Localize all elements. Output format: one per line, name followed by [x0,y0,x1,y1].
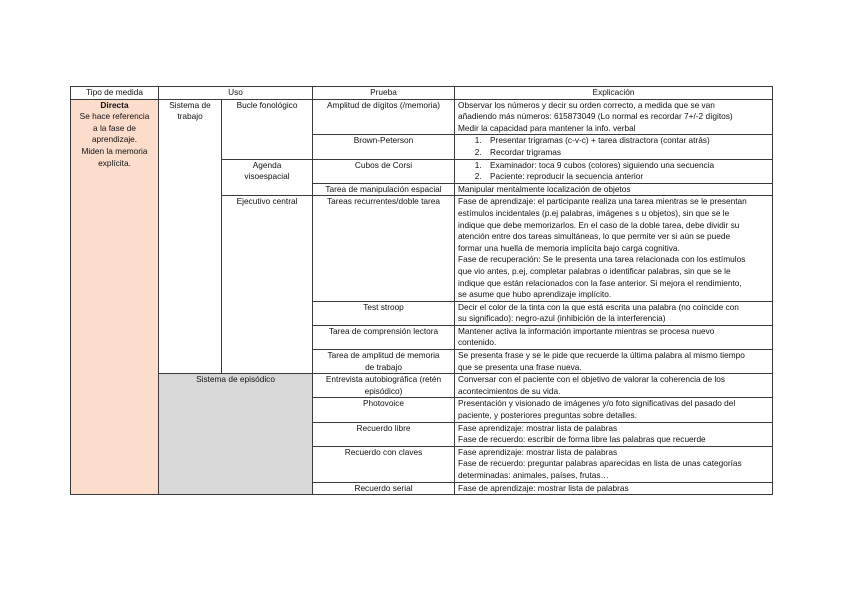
prueba-recuerdo-claves: Recuerdo con claves [313,446,455,482]
prueba-stroop: Test stroop [313,301,455,325]
uso-sistema-trabajo: Sistema de trabajo [159,99,222,374]
table-row [71,374,773,398]
prueba-amplitud-memoria: Tarea de amplitud de memoria de trabajo [313,350,455,374]
header-tipo: Tipo de medida [71,87,159,100]
explicacion-photovoice: Presentación y visionado de imágenes y/o foto significativas del pasado del paciente, y posteriores preguntas sobre detalles. [455,398,773,422]
header-prueba: Prueba [313,87,455,100]
list-item: 2. Recordar trigramas [484,147,769,159]
explicacion-corsi [455,159,773,183]
prueba-recuerdo-libre: Recuerdo libre [313,422,455,446]
explicacion-recuerdo-claves: Fase aprendizaje: mostrar lista de palabras Fase de recuerdo: preguntar palabras aparecidas en lista de unas categorías determinadas: animales, países, frutas… [455,446,773,482]
explicacion-stroop: Decir el color de la tinta con la que está escrita una palabra (no coincide con su significado): negro-azul (inhibición de la interferencia) [455,301,773,325]
uso-bucle-fonologico: Bucle fonológico [222,99,313,159]
header-uso: Uso [159,87,313,100]
prueba-manipulacion-espacial: Tarea de manipulación espacial [313,183,455,196]
list-item: 1. Presentar trigramas (c-v-c) + tarea distractora (contar atrás) [484,135,769,147]
explicacion-entrevista: Conversar con el paciente con el objetivo de valorar la coherencia de los acontecimientos de su vida. [455,374,773,398]
tipo-medida-cell: Directa Se hace referencia a la fase de aprendizaje. Miden la memoria explícita. [71,99,159,495]
explicacion-manipulacion-espacial: Manipular mentalmente localización de objetos [455,183,773,196]
prueba-comprension-lectora: Tarea de comprensión lectora [313,325,455,349]
explicacion-comprension-lectora: Mantener activa la información importante mientras se procesa nuevo contenido. [455,325,773,349]
explicacion-recuerdo-serial: Fase de aprendizaje: mostrar lista de palabras [455,482,773,495]
prueba-digitos: Amplitud de dígitos (/memoria) [313,99,455,135]
tipo-title: Directa [100,99,129,110]
header-row [71,87,773,100]
uso-sistema-episodico: Sistema de episódico [159,374,313,495]
explicacion-amplitud-memoria: Se presenta frase y se le pide que recuerde la última palabra al mismo tiempo que se presenta una frase nueva. [455,350,773,374]
prueba-entrevista: Entrevista autobiográfica (retén episódico) [313,374,455,398]
table-row [71,99,773,135]
prueba-corsi: Cubos de Corsi [313,159,455,183]
prueba-photovoice: Photovoice [313,398,455,422]
prueba-tareas-recurrentes: Tareas recurrentes/doble tarea [313,196,455,301]
explicacion-tareas-recurrentes: Fase de aprendizaje: el participante realiza una tarea mientras se le presentan estímulos incidentales (p.ej palabras, imágenes s u objetos), sin que se le indique que debe memorizarlos. En el caso de la doble tarea, debe dividir su atención entre dos tareas simultáneas, lo que permite ver si aún se puede formar una huella de memoria implícita bajo carga cognitiva. Fase de recuperación: Se le presenta una tarea relacionada con los estímulos que vio antes, p.ej, completar palabras o identificar palabras, sin que se le indique que están relacionados con la fase anterior. Si mejora el rendimiento, se asume que hubo aprendizaje implícito. [455,196,773,301]
explicacion-recuerdo-libre: Fase aprendizaje: mostrar lista de palabras Fase de recuerdo: escribir de forma libre las palabras que recuerde [455,422,773,446]
memory-tests-table [70,86,773,495]
header-explicacion: Explicación [455,87,773,100]
prueba-brown-peterson: Brown-Peterson [313,135,455,159]
explicacion-digitos: Observar los números y decir su orden correcto, a medida que se van añadiendo más números: 615873049 (Lo normal es recordar 7+/-2 dígitos) Medir la capacidad para mantener la info. verbal [455,99,773,135]
list-item: 2. Paciente: reproducir la secuencia anterior [484,171,769,183]
prueba-recuerdo-serial: Recuerdo serial [313,482,455,495]
uso-agenda-visoespacial: Agenda visoespacial [222,159,313,196]
explicacion-brown-peterson [455,135,773,159]
list-item: 1. Examinador: toca 9 cubos (colores) siguiendo una secuencia [484,160,769,172]
uso-ejecutivo-central: Ejecutivo central [222,196,313,374]
